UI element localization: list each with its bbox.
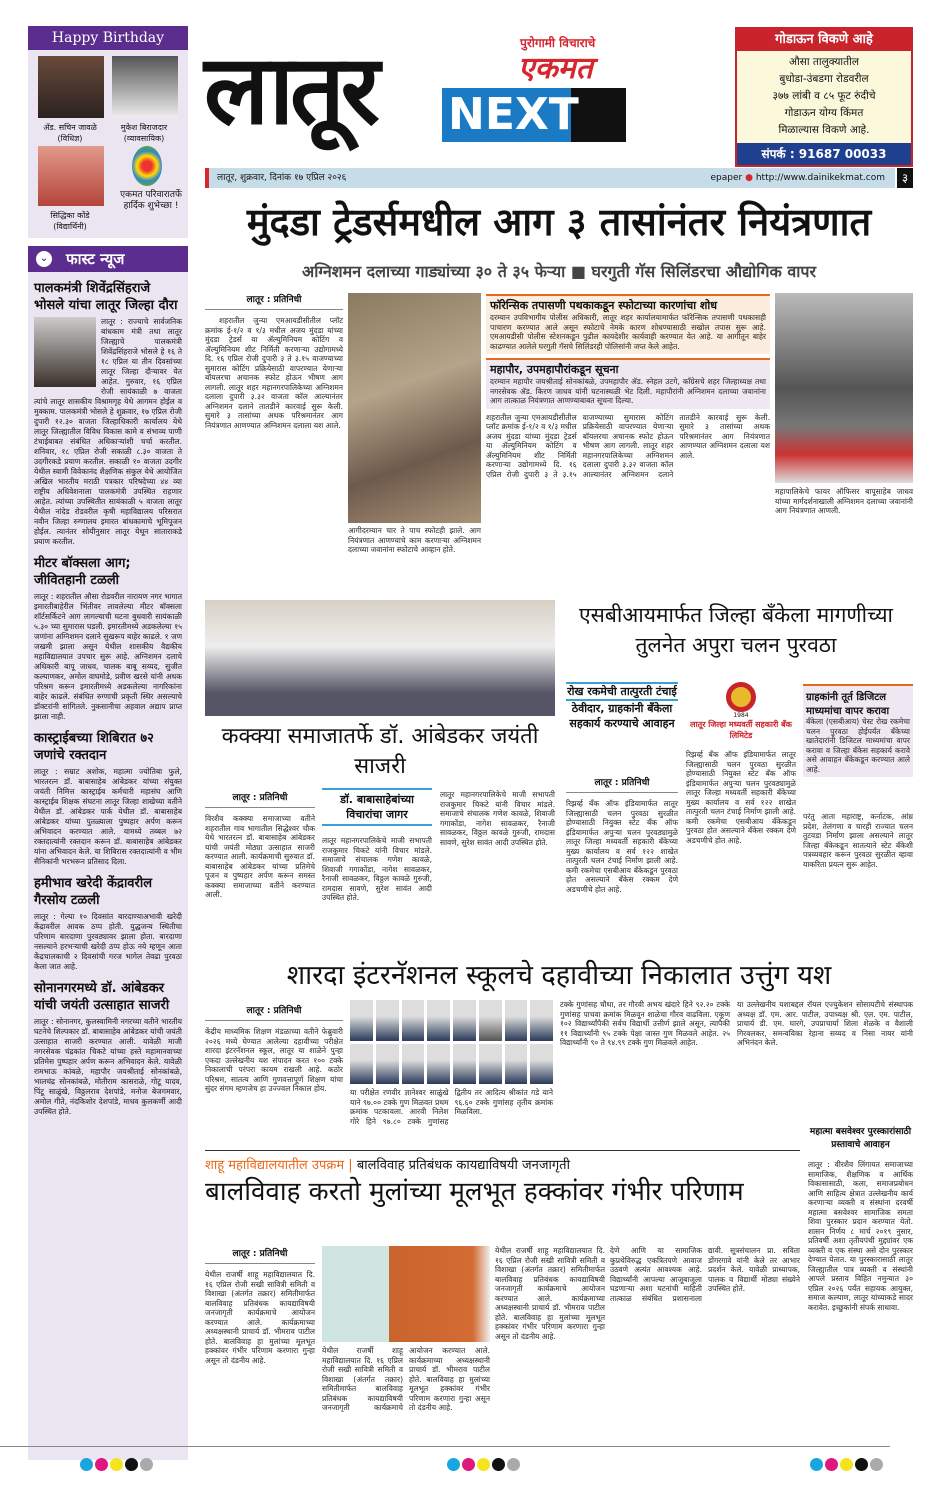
- student-photo: [479, 1044, 502, 1085]
- ad-line: औसा तालुक्यातील: [789, 56, 859, 68]
- minister-photo: [34, 317, 96, 387]
- article-body: येथील राजर्षी शाहू महाविद्यालयात दि. १६ एप्रिल रोजी सखी सावित्री समिती व विशाखा (अंतर्गत तक्रार) समितीमार्फत बालविवाह प्रतिबंधक कायद्याविषयी जनजागृती कार्यक्रमाचे आयोजन करण्यात आले. कार्यक्रमाच्या अध्यक्षस्थानी प्राचार्य डॉ. भीमराव पाटील होते. बालविवाह हा मुलांच्या मूलभूत हक्कांवर गंभीर परिणाम करणारा गुन्हा असून तो दंडनीय आहे.: [322, 1346, 490, 1412]
- student-photo: [427, 1000, 450, 1041]
- dateline: लातूर : प्रतिनिधी: [205, 1003, 343, 1021]
- ad-line: मिळाल्यास विकणे आहे.: [778, 124, 870, 136]
- person-name: सिद्धिका कोंडे: [50, 211, 90, 220]
- student-photo: [350, 1044, 373, 1085]
- registration-marks: [810, 1458, 883, 1471]
- article-body: रिझर्व्ह बँक ऑफ इंडियामार्फत लातूर जिल्ह्यासाठी चलन पुरवठा सुरळीत होण्यासाठी नियुक्त स्टेट बँक ऑफ इंडियामार्फत अपुऱ्या चलन पुरवठ्यामुळे लातूर जिल्हा मध्यवर्ती सहकारी बँकेच्या मुख्य कार्यालय व सर्व १२२ शाखेत तात्पुरती चलन टंचाई निर्माण झाली आहे. कमी रकमेचा एसबीआय बँकेकडून पुरवठा होत असल्याने बँकेस रक्कम देणे अडचणीचे होत आहे.: [686, 750, 796, 845]
- article-body: येथील राजर्षी शाहू महाविद्यालयात दि. १६ एप्रिल रोजी सखी सावित्री समिती व विशाखा (अंतर्गत तक्रार) समितीमार्फत बालविवाह प्रतिबंधक कायद्याविषयी जनजागृती कार्यक्रमाचे आयोजन करण्यात आले. कार्यक्रमाच्या अध्यक्षस्थानी प्राचार्य डॉ. भीमराव पाटील होते. बालविवाह हा मुलांच्या मूलभूत हक्कांवर गंभीर परिणाम करणारा गुन्हा असून तो दंडनीय आहे.: [205, 1270, 315, 1365]
- forensic-box: [486, 294, 770, 354]
- article-body: लातूर महानगरपालिकेचे माजी सभापती राजकुमार चिकटे यांनी विचार मांडले. समाजाचे संचालक गणेश कावळे, शिवाजी गगाकोंडा, नागेश सावळकर, रैनाजी सावळकर, विठ्ठल कावळे गुरुजी, रामदास सावणे, सुरेश सावंत आदी उपस्थित होते.: [322, 836, 432, 902]
- students-photos: [350, 1000, 553, 1084]
- latur-logo: लातूर: [204, 34, 376, 146]
- news-item-with-photo: [28, 317, 188, 547]
- student-photo: [453, 1000, 476, 1041]
- side-title: रोख रकमेची तात्पुरती टंचाई: [566, 684, 678, 701]
- news-body: लातूर : राज्याचे सार्वजनिक बांधकाम मंत्री तथा लातूर जिल्ह्याचे पालकमंत्री शिवेंद्रसिंहराजे भोसले हे १६ ते १८ एप्रिल या तीन दिवसांच्या लातूर जिल्हा दौऱ्यावर येत आहेत. गुरुवार, १६ एप्रिल रोजी सायंकाळी ७ वाजता त्यांचे लातूर शासकीय विश्रामगृह येथे आगमन होईल व मुक्काम. पालकमंत्री भोसले हे शुक्रवार, १७ एप्रिल रोजी दुपारी १२.३० वाजता जिल्हाधिकारी कार्यालय येथे लातूर जिल्ह्यातील विविध विकास कामे व संभाव्य पाणी टंचाईबाबत संबंधित अधिकाऱ्यांशी चर्चा करतील. शनिवार, १८ एप्रिल रोजी सकाळी ८.३० वाजता ते उदगीरकडे प्रयाण करतील. सकाळी १० वाजता उदगीर येथील स्वामी विवेकानंद शैक्षणिक संकुल येथे आयोजित अखिल भारतीय मराठी पत्रकार परिषदेच्या ४४ व्या राष्ट्रीय अधिवेशनाला पालकमंत्री उपस्थित राहणार आहेत. त्यांच्या उपस्थितीत सायंकाळी ५ वाजता लातूर येथील नांदेड रोडवरील कृषी महाविद्यालय परिसरात नवीन जिल्हा रुग्णालय इमारत बांधकामाचे भूमिपूजन होईल. त्यानंतर सोयीनुसार लातूर येथून साताराकडे प्रयाण करतील.: [34, 317, 182, 546]
- student-photo: [530, 1044, 553, 1085]
- news-body: लातूर : सोनानगर, कुलस्वामिनी नगरच्या वतीने भारतीय घटनेचे शिल्पकार डॉ. बाबासाहेब आंबेडकर यांची जयंती उत्साहात साजरी करण्यात आली. यावेळी माजी नगरसेवक चंद्रकांत चिकटे यांच्या हस्ते महामानवाच्या प्रतिमेस पुष्पहार अर्पण करून अभिवादन केले. यावेळी रामभाऊ कांबळे, महापौर जयश्रीताई सोनकांबळे, भालचंद्र सोनकांबळे, मोतीराम कासराळे, गोटू यादव, पिंटू साळुंखे, विठ्ठलराव देशपांडे, मनोज बेजगमवार, अमोल गीते, नंदकिशोर देशपांडे, माधव कुलकर्णी आदी उपस्थित होते.: [34, 1017, 182, 1116]
- fast-news-column: [28, 246, 188, 1460]
- article-body: केंद्रीय माध्यमिक शिक्षण मंडळाच्या वतीने फेब्रुवारी २०२६ मध्ये घेण्यात आलेल्या दहावीच्या परीक्षेत शारदा इंटरनॅशनल स्कूल, लातूर या शाळेने पुन्हा एकदा उल्लेखनीय यश संपादन करत १०० टक्के निकालाची परंपरा कायम राखली आहे. कठोर परिश्रम, सातत्य आणि गुणवत्तापूर्ण शिक्षण यांचा सुंदर संगम म्हणजेच हा उज्ज्वल निकाल होय.: [205, 1027, 343, 1093]
- news-headline: मीटर बॉक्सला आग; जीवितहानी टळली: [34, 556, 131, 588]
- bank-name: लातूर जिल्हा मध्यवर्ती सहकारी बँक लिमिटेड: [690, 720, 792, 740]
- article-body: या उल्लेखनीय यशाबद्दल रॉयल एज्युकेशन सोसायटीचे संस्थापक अध्यक्ष डॉ. एम. आर. पाटील, उपाध्यक्ष श्री. एल. एम. पाटील, प्राचार्य डी. एम. घारगे, उपप्राचार्या शिला शेळके व वैशाली गिरवलकर, समन्वयिका रेहाना सय्यद व निसा नायर यांनी अभिनंदन केले.: [737, 1000, 913, 1047]
- birthday-title: Happy Birthday: [28, 26, 188, 50]
- dateline: लातूर : प्रतिनिधी: [205, 292, 343, 310]
- news-headline: हमीभाव खरेदी केंद्रावरील गैरसोय टळली: [34, 876, 153, 908]
- digital-box: [803, 684, 913, 777]
- student-photo: [376, 1044, 399, 1085]
- issue-date: लातूर, शुक्रवार, दिनांक १७ एप्रिल २०२६: [217, 173, 347, 183]
- lead-headline: मुंदडा ट्रेडर्समधील आग ३ तासांनंतर नियंत्रणात: [246, 200, 872, 244]
- lead-subhead: अग्निशमन दलाच्या गाड्यांच्या ३० ते ३५ फेऱ्या ■ घरगुती गॅस सिलिंडरचा औद्योगिक वापर: [302, 262, 816, 281]
- sharda-headline: शारदा इंटरनॅशनल स्कूलचे दहावीच्या निकालात उत्तुंग यश: [286, 960, 832, 991]
- side-subtitle: ठेवीदार, ग्राहकांनी बँकेला सहकार्य करण्याचे आवाहन: [569, 702, 675, 730]
- fast-news-header: ⌄ फास्ट न्यूज: [28, 246, 188, 272]
- news-body: लातूर : शहरातील औसा रोडवरील नारायण नगर भागात इमारतीबाहेरील भिंतीवर लावलेल्या मीटर बॉक्सला शॉर्टसर्किटने आग लागल्याची घटना बुधवारी सायंकाळी ५.३० च्या सुमारास घडली. इमारतीमध्ये अडकलेल्या १५ जणांना अग्निशमन दलाने सुखरूप बाहेर काढले. १ जण जखमी झाला असून येथील शासकीय वैद्यकीय महाविद्यालयात उपचार सुरू आहे. अग्निशमन दलाचे अधिकारी बापू जाधव, चालक बाबू सय्यद, सुजीत कल्याणकर, अमोल वाघमोडे, प्रवीण खरसे यांनी अथक परिश्रम करून इमारतीमध्ये अडकलेल्या नागरिकांना बाहेर काढले. संबंधित रुग्णाची प्रकृती स्थिर असल्याचे डॉक्टरांनी सांगितले. नुकसानीचा अहवाल अद्याप प्राप्त झाला नाही.: [34, 592, 182, 721]
- article-body: टक्के गुणांसह चौथा, तर गौरवी अभय खंदारे हिने ९२.२० टक्के गुणांसह पाचवा क्रमांक मिळवून शाळेचा गौरव वाढविला. एकूण १०२ विद्यार्थ्यांपैकी सर्वच विद्यार्थी उत्तीर्ण झाले असून, त्यापैकी ११ विद्यार्थ्यांनी ९५ टक्के पेक्षा जास्त गुण मिळवले आहेत. २५ विद्यार्थ्यांनी ९० ते ९४.९९ टक्के गुण मिळवले आहेत.: [560, 1000, 730, 1047]
- fire-smoke-photo: [775, 293, 913, 483]
- registration-marks: [447, 1458, 520, 1471]
- ad-line: बुधोडा-उंबडगा रोडवरील: [779, 73, 869, 85]
- article-body: येथील राजर्षी शाहू महाविद्यालयात दि. १६ एप्रिल रोजी सखी सावित्री समिती व विशाखा (अंतर्गत तक्रार) समितीमार्फत बालविवाह प्रतिबंधक कायद्याविषयी जनजागृती कार्यक्रमाचे आयोजन करण्यात आले. कार्यक्रमाच्या अध्यक्षस्थानी प्राचार्य डॉ. भीमराव पाटील होते. बालविवाह हा मुलांच्या मूलभूत हक्कांवर गंभीर परिणाम करणारा गुन्हा असून तो दंडनीय आहे.: [495, 1246, 605, 1341]
- dateline: लातूर : प्रतिनिधी: [566, 775, 678, 793]
- cylinders-photo: [348, 293, 481, 523]
- balvivah-headline: बालविवाह करतो मुलांच्या मूलभूत हक्कांवर गंभीर परिणाम: [205, 1177, 744, 1207]
- person-name: मुकेश बिराजदार: [120, 123, 168, 132]
- student-photo: [427, 1044, 450, 1085]
- news-body: लातूर : गेल्या १० दिवसांत बारदाण्याअभावी खरेदी केंद्रावरील आवक ठप्प होती. युद्धजन्य स्थितीचा परिणाम बारदाणा पुरवठ्यावर झाला होता. बारदाणा नसल्याने हरभऱ्याची खरेदी ठप्प होऊ नये म्हणून आता केंद्रचालकाची २ दिवसांची गरज भागेल तेवढा पुरवठा केला जात आहे.: [34, 912, 182, 971]
- person-photo: [38, 146, 104, 206]
- divider: [205, 1150, 800, 1151]
- kicker: शाहू महाविद्यालयातील उपक्रम | बालविवाह प्रतिबंधक कायद्याविषयी जनजागृती: [205, 1158, 570, 1173]
- article-body: विरशैव कक्क्या समाजाच्या वतीने शहरातील गाव भागातील सिद्धेश्वर चौक येथे भारतरत्न डॉ. बाबासाहेब आंबेडकर यांची जयंती मोठ्या उत्साहात साजरी करण्यात आली. कार्यक्रमाची सुरुवात डॉ. बाबासाहेब आंबेडकर यांच्या प्रतिमेचे पूजन व पुष्पहार अर्पण करून समस्त कक्क्या समाजाच्या वतीने करण्यात आली.: [205, 814, 315, 899]
- page-bottom-rule: [0, 1446, 890, 1447]
- student-photo: [505, 1044, 528, 1085]
- ad-line: ३७७ लांबी व ८५ फूट रुंदीचे: [772, 90, 876, 102]
- student-photo: [402, 1044, 425, 1085]
- box-body: दरम्यान उपविभागीय पोलीस अधिकारी, लातूर शहर कार्यालयामार्फत फॉरेन्सिक तपासणी पथकासही पाचारण करण्यात आले असून स्फोटाचे नेमके कारण शोधण्यासाठी सखोल तपास सुरू आहे. एमआयडीसी पोलीस स्टेशनकडून पुढील कायदेशीर कार्यवाही करण्यात येत आहे. या आगीतून बाहेर काढण्यात आलेले घरगुती गॅसचे सिलिंडरही पोलिसांनी जप्त केले आहेत.: [490, 313, 766, 351]
- article-body: लातूर महानगरपालिकेचे माजी सभापती राजकुमार चिकटे यांनी विचार मांडले. समाजाचे संचालक गणेश कावळे, शिवाजी गगाकोंडा, नागेश सावळकर, रैनाजी सावळकर, विठ्ठल कावळे गुरुजी, रामदास सावणे, सुरेश सावंत आदी उपस्थित होते.: [440, 790, 555, 847]
- student-photo: [479, 1000, 502, 1041]
- globe-icon: ●: [745, 173, 753, 183]
- registration-marks: [80, 1458, 153, 1471]
- person-role: (व्यावसायिक): [123, 134, 165, 143]
- article-body: शहरातील जुन्या एमआयडीसीतील प्लॉट क्रमांक ई-१/२ व १/३ मधील अजय मुंदडा यांच्या मुंदडा ट्रेडर्स या ॲल्युमिनियम कोटिंग व ॲल्युमिनियम शीट निर्मिती करणाऱ्या उद्योगामध्ये दि. १६ एप्रिल रोजी दुपारी ३ ते ३.१५ वाजण्याच्या सुमारास कोटिंग प्रक्रियेसाठी वापरण्यात येणाऱ्या बॉयलरचा अचानक स्फोट होऊन भीषण आग लागली. लातूर शहर महानगरपालिकेच्या अग्निशमन दलाला दुपारी ३.३२ वाजता कॉल आल्यानंतर अग्निशमन दलाने तातडीने कारवाई सुरू केली. सुमारे ३ तासांच्या अथक परिश्रमानंतर आग नियंत्रणात आणण्यात अग्निशमन दलाला यश आले.: [486, 412, 770, 479]
- ad-title: गोडाऊन विकणे आहे: [737, 29, 911, 51]
- flower-bouquet-icon: [132, 146, 162, 186]
- bank-logo: 1984 लातूर जिल्हा मध्यवर्ती सहकारी बँक लिमिटेड: [686, 682, 796, 741]
- student-photo: [402, 1000, 425, 1041]
- basaveshwar-headline: महात्मा बसवेश्वर पुरस्कारांसाठी प्रस्तावाचे आवाहन: [809, 1127, 912, 1150]
- student-photo: [453, 1044, 476, 1085]
- birthday-box: [28, 26, 188, 238]
- student-photo: [530, 1000, 553, 1041]
- bank-emblem-icon: [726, 682, 756, 712]
- article-body: शहरातील जुन्या एमआयडीसीतील प्लॉट क्रमांक ई-१/२ व १/३ मधील अजय मुंदडा यांच्या मुंदडा ट्रेडर्स या ॲल्युमिनियम कोटिंग व ॲल्युमिनियम शीट निर्मिती करणाऱ्या उद्योगामध्ये दि. १६ एप्रिल रोजी दुपारी ३ ते ३.१५ वाजण्याच्या सुमारास कोटिंग प्रक्रियेसाठी वापरण्यात येणाऱ्या बॉयलरचा अचानक स्फोट होऊन भीषण आग लागली. लातूर शहर महानगरपालिकेच्या अग्निशमन दलाला दुपारी ३.३२ वाजता कॉल आल्यानंतर अग्निशमन दलाने तातडीने कारवाई सुरू केली. सुमारे ३ तासांच्या अथक परिश्रमानंतर आग नियंत्रणात आणण्यात अग्निशमन दलाला यश आले.: [205, 316, 343, 430]
- photo-caption: आगीदरम्यान चार ते पाच स्फोटही झाले. आग नियंत्रणात आणण्याचे काम करणाऱ्या अग्निशमन दलाच्या जवानांना स्फोटाचे आव्हान होते.: [348, 526, 481, 554]
- ad-contact: संपर्क : 91687 00033: [737, 143, 911, 165]
- lead-right-stack: [486, 294, 770, 479]
- box-title: महापौर, उपमहापौरांकडून सूचना: [490, 363, 619, 376]
- news-headline: सोनानगरमध्ये डॉ. आंबेडकर यांची जयंती उत्साहात साजरी: [34, 981, 170, 1013]
- dateline: लातूर : प्रतिनिधी: [205, 790, 315, 808]
- student-photo: [376, 1000, 399, 1041]
- kakkya-headline: कक्क्या समाजातर्फे डॉ. आंबेडकर जयंती साजरी: [221, 724, 539, 779]
- person-photo: [38, 56, 104, 118]
- box-title: फॉरेन्सिक तपासणी पथकाकडून स्फोटाच्या कारणांचा शोध: [490, 299, 717, 312]
- student-photo: [350, 1000, 373, 1041]
- birthday-wish: एकमत परिवारातर्फे हार्दिक शुभेच्छा !: [120, 190, 182, 211]
- article-body: लातूर : वीरशैव लिंगायत समाजाच्या सामाजिक, शैक्षणिक व आर्थिक विकासासाठी, कला, समाजप्रबोधन आणि साहित्य क्षेत्रात उल्लेखनीय कार्य करणाऱ्या व्यक्ती व संस्थांना दरवर्षी महात्मा बसवेश्वर सामाजिक समता शिवा पुरस्कार प्रदान करण्यात येतो. शासन निर्णय ८ मार्च २०१९ नुसार, प्रतिवर्षी अशा तृतीयपंथी मुद्द्यांवर एक व्यक्ती व एक संस्था असे दोन पुरस्कार देण्यात येतात. या पुरस्कारासाठी लातूर जिल्ह्यातील पात्र व्यक्ती व संस्थांनी आपले प्रस्ताव विहित नमुन्यात ३० एप्रिल २०२६ पर्यंत सहायक आयुक्त, समाज कल्याण, लातूर यांच्याकडे सादर करावेत. इच्छुकांनी संपर्क साधावा.: [808, 1160, 913, 1312]
- sbi-headline: एसबीआयमार्फत जिल्हा बँकेला मागणीच्या तुलनेत अपुरा चलन पुरवठा: [579, 603, 893, 657]
- ekmat-logo: एकमत: [518, 51, 593, 86]
- article-body: रिझर्व्ह बँक ऑफ इंडियामार्फत लातूर जिल्ह्यासाठी चलन पुरवठा सुरळीत होण्यासाठी नियुक्त स्टेट बँक ऑफ इंडियामार्फत अपुऱ्या चलन पुरवठ्यामुळे लातूर जिल्हा मध्यवर्ती सहकारी बँकेच्या मुख्य कार्यालय व सर्व १२२ शाखेत तात्पुरती चलन टंचाई निर्माण झाली आहे. कमी रकमेचा एसबीआय बँकेकडून पुरवठा होत असल्याने बँकेस रक्कम देणे अडचणीचे होत आहे.: [566, 799, 678, 894]
- jayanti-photo: [205, 600, 555, 716]
- next-logo: NEXT: [442, 88, 626, 142]
- article-body: परंतु आता महाराष्ट्र, कर्नाटक, आंध्र प्रदेश, तेलंगणा व चारही राज्यात चलन तुटवडा निर्माण झाला असल्याने लातूर जिल्हा बँकेकडून सातत्याने स्टेट बँकेशी पत्रव्यवहार करून पुरवठा सुरळीत व्हावा याकरिता प्रयत्न सुरू आहेत.: [803, 812, 913, 869]
- person-role: (विधिज्ञ): [57, 134, 83, 143]
- dateline: लातूर : प्रतिनिधी: [205, 1246, 315, 1264]
- person-name: ॲड. सचिन जावळे: [43, 123, 97, 132]
- box-body: बँकेला (एसबीआय) चेस्ट रोख रकमेचा चलन पुरवठा होईपर्यंत बँकेच्या खातेदारांनी डिजिटल माध्यमांचा वापर करावा व जिल्हा बँकेस सहकार्य करावे असे आवाहन बँकेकडून करण्यात आले आहे.: [806, 717, 910, 774]
- student-photo: [505, 1000, 528, 1041]
- date-bar: लातूर, शुक्रवार, दिनांक १७ एप्रिल २०२६ epaper ● http://www.dainikekmat.com: [205, 168, 895, 188]
- subhead-box: डॉ. बाबासाहेबांच्या विचारांचा जागर: [322, 788, 432, 826]
- news-body: लातूर : सम्राट अशोक, महात्मा ज्योतिबा फुले, भारतरत्न डॉ. बाबासाहेब आंबेडकर यांच्या संयुक्त जयंती निमित्त कास्ट्राईब कर्मचारी महासंघ आणि कास्ट्राईब शिक्षक संघटना लातूर जिल्हा शाखेच्या वतीने येथील डॉ. आंबेडकर पार्क येथील डॉ. बाबासाहेब आंबेडकर यांच्या पुतळ्याला पुष्पहार अर्पण करून अभिवादन करण्यात आले. यामध्ये तब्बल ७२ रक्तदात्यांनी रक्तदान करून डॉ. बाबासाहेब आंबेडकर यांना अभिवादन केले. या शिबिरास रक्तदात्यांनी व भीम सैनिकांनी भरभरून प्रतिसाद दिला.: [34, 767, 182, 866]
- box-body: दरम्यान महापौर जयश्रीताई सोनकांबळे, उपमहापौर ॲड. स्नेहल उटगे, काँग्रेसचे शहर जिल्हाध्यक्ष तथा नगरसेवक ॲड. किरण जाधव यांनी घटनास्थळी भेट दिली. महापौरांनी अग्निशमन दलाच्या जवानांना आग तात्काळ नियंत्रणात आणण्याबाबत सूचना दिल्या.: [490, 377, 766, 405]
- brand-tagline: पुरोगामी विचाराचे: [520, 36, 596, 50]
- news-headline: पालकमंत्री शिवेंद्रसिंहराजे भोसले यांचा लातूर जिल्हा दौरा: [34, 281, 178, 313]
- epaper-link[interactable]: http://www.dainikekmat.com: [755, 173, 885, 183]
- seminar-photo: [322, 1246, 490, 1342]
- person-role: (विद्यार्थिनी): [53, 222, 87, 231]
- person-photo: [112, 56, 178, 118]
- ad-line: गोडाऊन योग्य किंमत: [784, 107, 864, 119]
- box-title: ग्राहकांनी तूर्त डिजिटल माध्यमांचा वापर करावा: [806, 692, 890, 717]
- photo-caption: महापालिकेचे फायर ऑफिसर बापूसाहेब जाधव यांच्या मार्गदर्शनाखाली अग्निशमन दलाच्या जवानांनी आग नियंत्रणात आणली.: [775, 487, 913, 515]
- article-body: देणे आणि या सामाजिक कुप्रथेविरुद्ध एकत्रितपणे आवाज उठवणे अत्यंत आवश्यक आहे. विद्यार्थ्यांनी आपल्या आजूबाजूला घडणाऱ्या अशा घटनांची माहिती तात्काळ संबंधित प्रशासनाला द्यावी. सूत्रसंचालन प्रा. सविता डोंगरगावे यांनी केले तर आभार प्रदर्शन केले. यावेळी प्राध्यापक, पालक व विद्यार्थी मोठ्या संख्येने उपस्थित होते.: [610, 1246, 800, 1303]
- photo-caption: या परीक्षेत रणवीर ज्ञानेश्वर साळुंखे याने ९७.०० टक्के गुण मिळवत प्रथम क्रमांक पटकावला. आरवी निलेश गोरे हिने ९७.८० टक्के गुणांसह द्वितीय तर आदित्य श्रीकांत गडे याने ९६.६० टक्के गुणांसह तृतीय क्रमांक मिळविला.: [350, 1088, 553, 1126]
- ad-box: [735, 27, 913, 167]
- mayor-box: [486, 358, 770, 409]
- news-headline: कास्ट्राईबच्या शिबिरात ७२ जणांचे रक्तदान: [34, 731, 154, 763]
- page-number: ३: [897, 168, 913, 188]
- chevron-down-icon: ⌄: [36, 251, 52, 267]
